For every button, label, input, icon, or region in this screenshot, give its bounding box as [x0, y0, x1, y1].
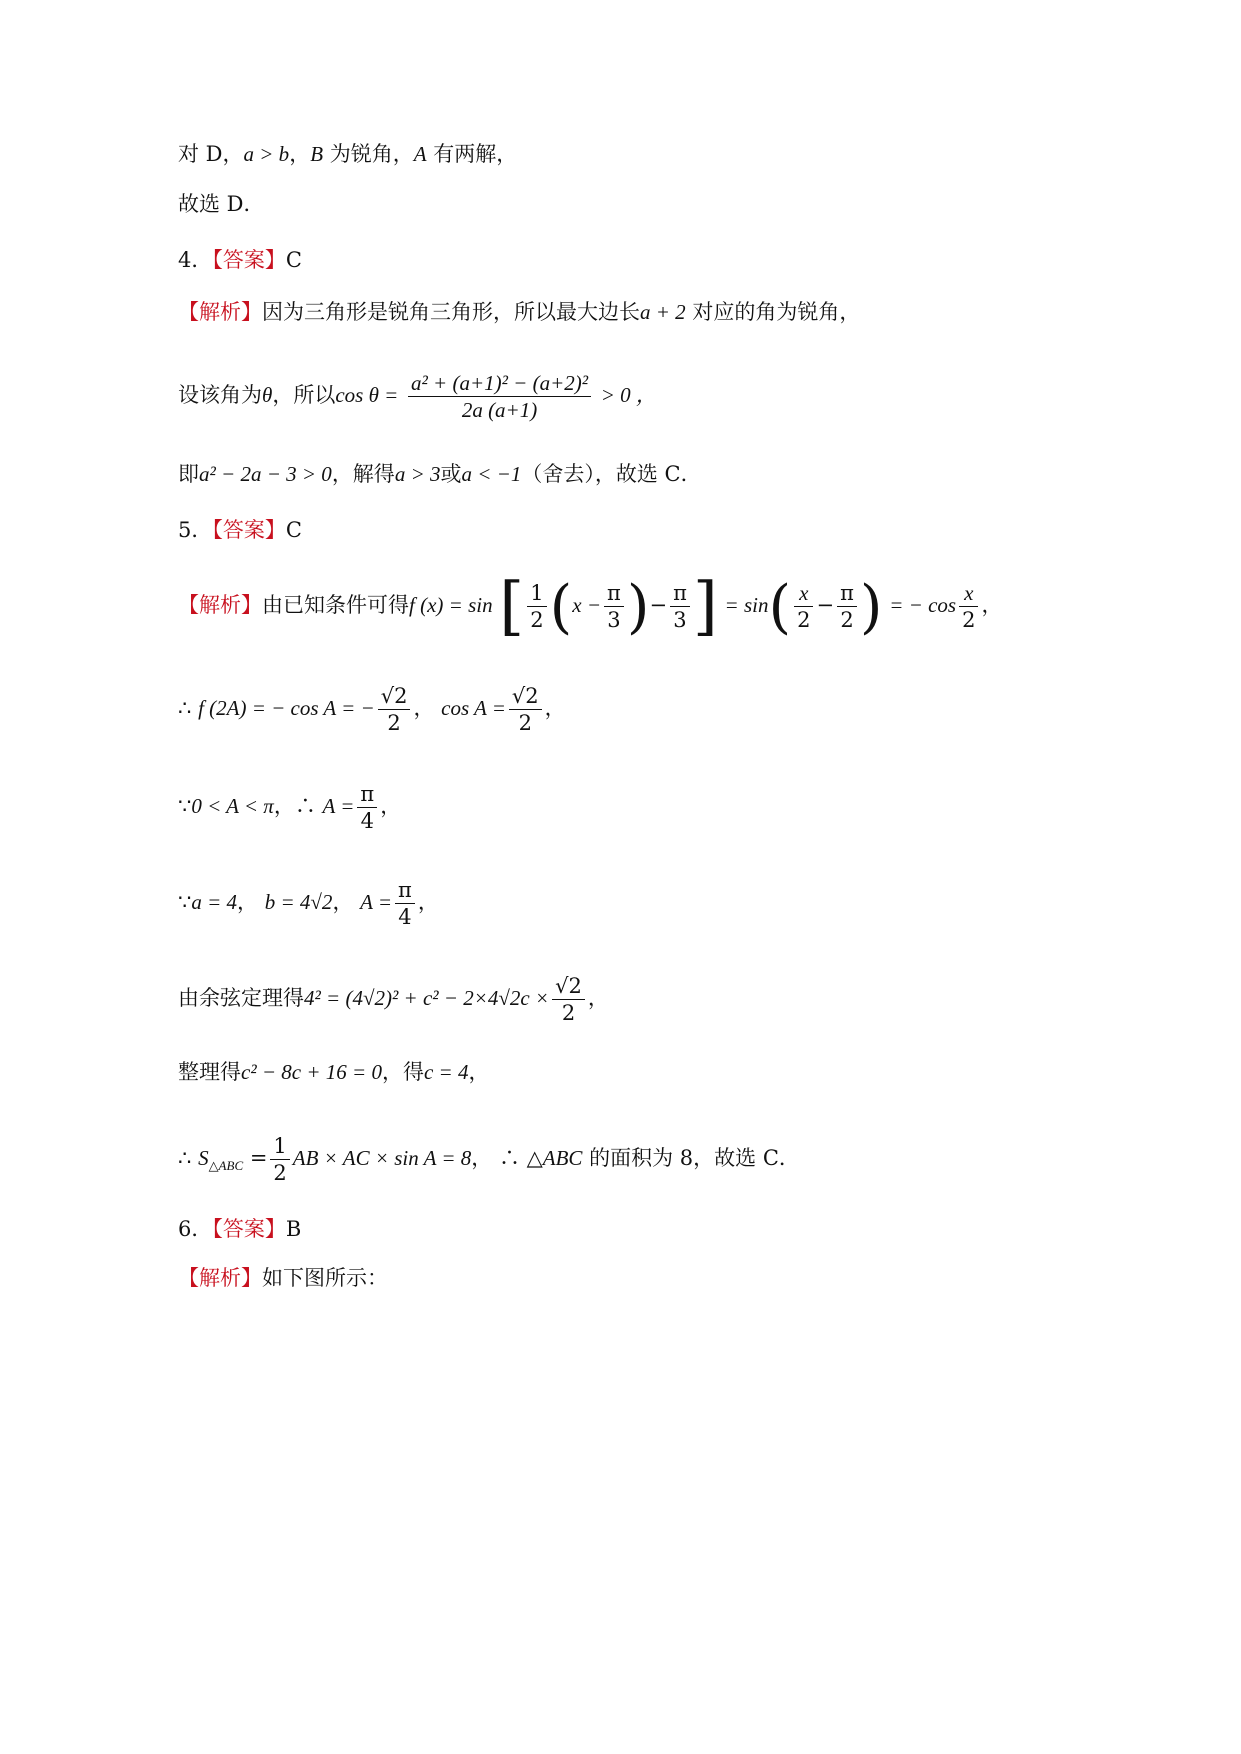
analysis-tag: 【解析】 — [178, 1266, 262, 1290]
answer-tag: 【答案】 — [212, 1217, 286, 1241]
formula-line: ∴ $S_{\triangle ABC}$ = $\frac{1}{2}$ AB × AC × sin A = 8， ∴ △ABC 的面积为 8，故选 C． — [178, 1133, 800, 1185]
text-line: 故选 D． — [178, 192, 265, 216]
formula-line: ∵a = 4， b = 4√2， A = $\frac{\pi}{4}$ ， — [178, 877, 439, 929]
text-line: 对 D，a > b，B 为锐角，A 有两解， — [178, 142, 518, 166]
formula-line: 即a² − 2a − 3 > 0，解得a > 3或a < −1（舍去），故选 C． — [178, 462, 702, 486]
answer-line: 5．【答案】C — [178, 518, 302, 542]
answer-tag: 【答案】 — [212, 248, 286, 272]
fraction: $\frac{\text{a² + (a+1)² − (a+2)²}}{2a (a+1)}$ — [408, 370, 591, 424]
formula-line: ∴ f (2A) = − cos A = − $\frac{√2}{2}$ ， cos A = $\frac{√2}{2}$ ， — [178, 683, 566, 735]
answer-line: 4．【答案】C — [178, 248, 302, 272]
formula-line: 设该角为θ，所以cos θ = $\frac{\text{a² + (a+1)² − (a+2)²}}{2a (a+1)}$ > 0 ， — [178, 370, 657, 422]
formula-line: 【解析】由已知条件可得f (x) = sin [ $\frac{1}{2}$ (x − $\frac{\pi}{3}$ )− $\frac{\pi}{3}$ ] = sin( $\frac{x}{2}$ − $\frac{\pi}{2}$ ) = − cos $\frac{x}{2}$ ， — [178, 569, 1003, 644]
formula-line: 整理得c² − 8c + 16 = 0，得c = 4， — [178, 1060, 490, 1084]
analysis-tag: 【解析】 — [178, 300, 262, 324]
answer-tag: 【答案】 — [212, 518, 286, 542]
answer-line: 6．【答案】B — [178, 1217, 302, 1241]
formula-line: 由余弦定理得4² = (4√2)² + c² − 2×4√2c × $\frac{√2}{2}$ ， — [178, 973, 609, 1025]
analysis-line: 【解析】因为三角形是锐角三角形，所以最大边长a + 2 对应的角为锐角， — [178, 300, 861, 324]
analysis-line: 【解析】如下图所示： — [178, 1266, 388, 1290]
formula-line: ∵0 < A < π，∴ A = $\frac{\pi}{4}$ ， — [178, 781, 402, 833]
analysis-tag: 【解析】 — [178, 593, 262, 617]
